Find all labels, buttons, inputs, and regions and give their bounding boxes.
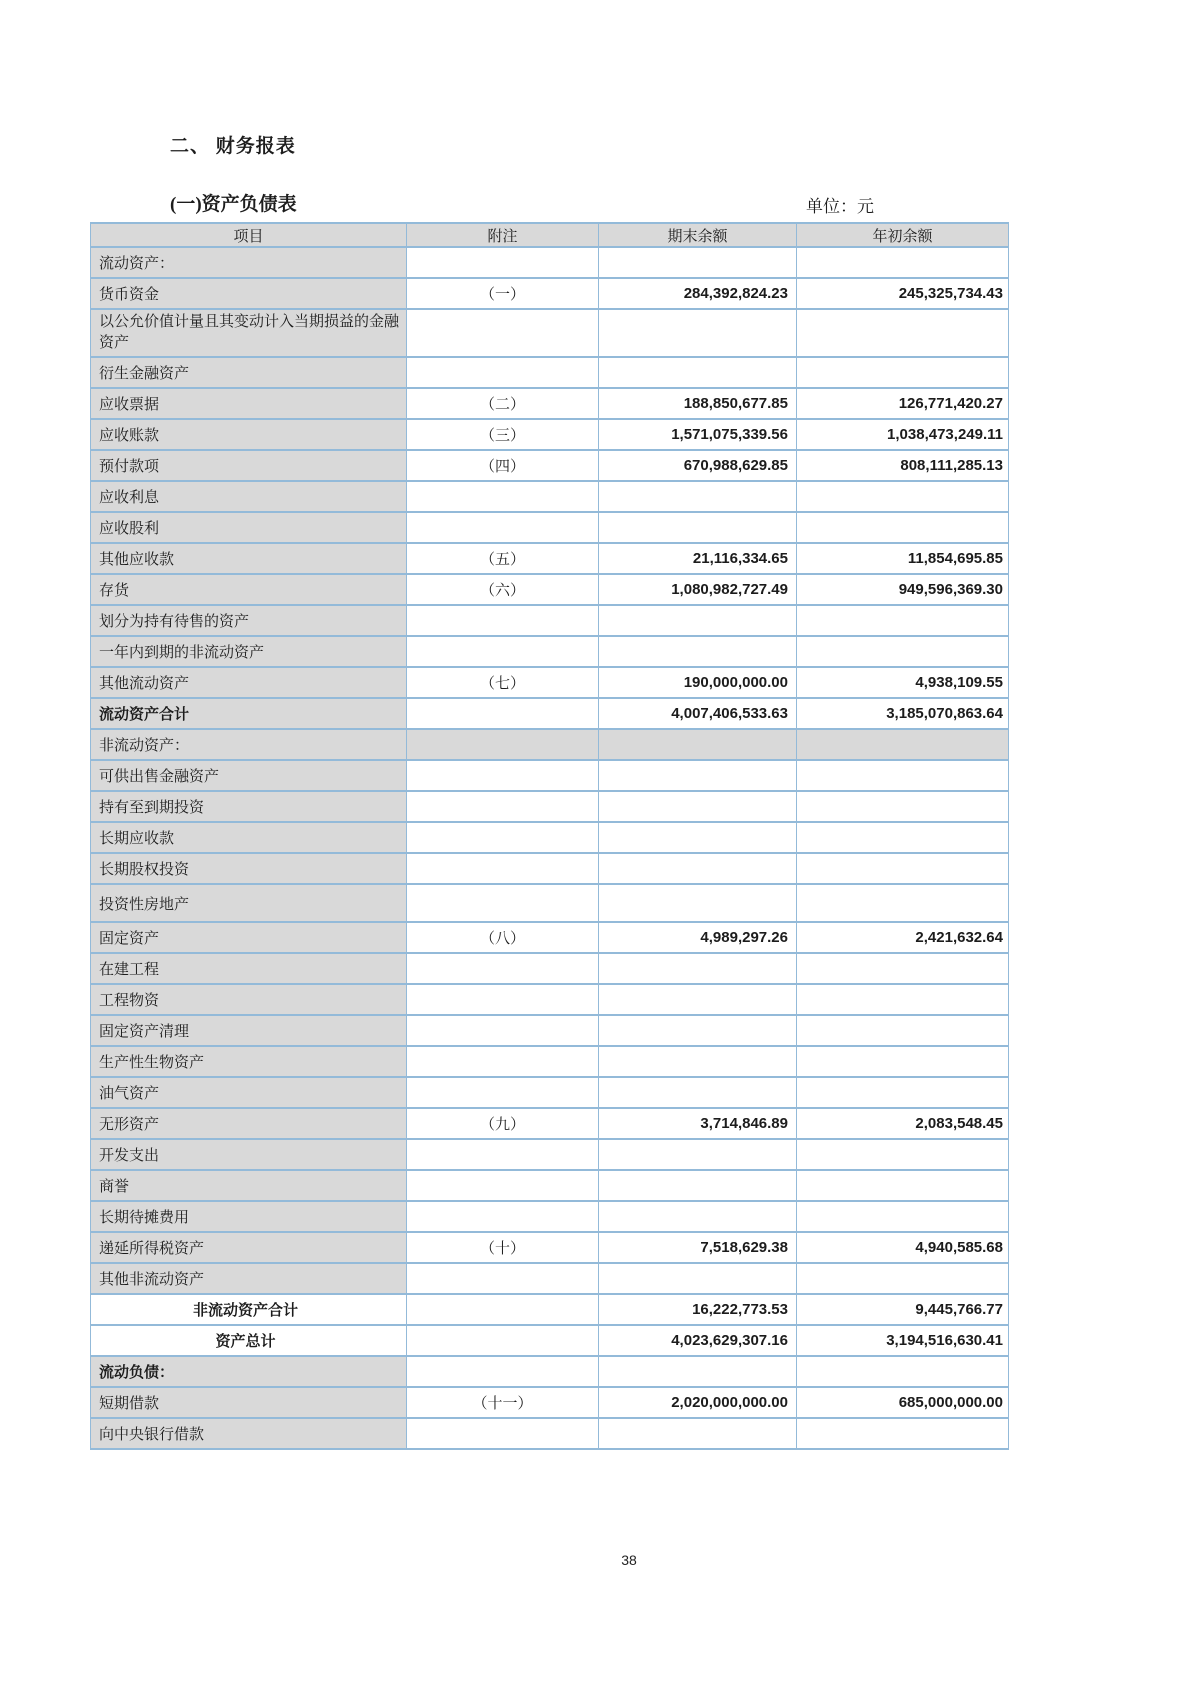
table-row: [91, 884, 1009, 922]
note-cell: [407, 1418, 599, 1449]
end-balance-cell: 188,850,677.85: [599, 388, 797, 419]
item-cell: 存货: [91, 574, 407, 605]
end-balance-cell: 2,020,000,000.00: [599, 1387, 797, 1418]
begin-balance-cell: [797, 1139, 1009, 1170]
note-cell: [407, 1139, 599, 1170]
item-cell: 流动资产合计: [91, 698, 407, 729]
item-cell: 衍生金融资产: [91, 357, 407, 388]
end-balance-cell: [599, 953, 797, 984]
note-cell: （三）: [407, 419, 599, 450]
table-row: [91, 636, 1009, 667]
end-balance-cell: [599, 791, 797, 822]
note-cell: （十一）: [407, 1387, 599, 1418]
note-cell: [407, 953, 599, 984]
end-balance-cell: [599, 1015, 797, 1046]
begin-balance-cell: [797, 1046, 1009, 1077]
end-balance-cell: [599, 1356, 797, 1387]
table-row: [91, 1356, 1009, 1387]
page-number: 38: [621, 1552, 637, 1568]
note-cell: （十）: [407, 1232, 599, 1263]
begin-balance-cell: 11,854,695.85: [797, 543, 1009, 574]
col-header-item: 项目: [91, 223, 407, 247]
end-balance-cell: 21,116,334.65: [599, 543, 797, 574]
end-balance-cell: 190,000,000.00: [599, 667, 797, 698]
begin-balance-cell: [797, 636, 1009, 667]
end-balance-cell: [599, 884, 797, 922]
table-row: [91, 953, 1009, 984]
table-row: [91, 1108, 1009, 1139]
end-balance-cell: [599, 853, 797, 884]
begin-balance-cell: 3,185,070,863.64: [797, 698, 1009, 729]
balance-sheet-table: [90, 222, 1009, 1450]
note-cell: （四）: [407, 450, 599, 481]
item-cell: 递延所得税资产: [91, 1232, 407, 1263]
item-cell: 应收票据: [91, 388, 407, 419]
end-balance-cell: 4,023,629,307.16: [599, 1325, 797, 1356]
note-cell: [407, 1077, 599, 1108]
table-row: [91, 1232, 1009, 1263]
begin-balance-cell: 1,038,473,249.11: [797, 419, 1009, 450]
item-cell: 开发支出: [91, 1139, 407, 1170]
note-cell: [407, 1325, 599, 1356]
end-balance-cell: [599, 357, 797, 388]
begin-balance-cell: [797, 853, 1009, 884]
end-balance-cell: [599, 729, 797, 760]
end-balance-cell: [599, 247, 797, 278]
end-balance-cell: [599, 1170, 797, 1201]
col-header-beginning-balance: 年初余额: [797, 223, 1009, 247]
table-row: [91, 791, 1009, 822]
end-balance-cell: [599, 1139, 797, 1170]
table-row: [91, 1077, 1009, 1108]
note-cell: （五）: [407, 543, 599, 574]
table-row: [91, 822, 1009, 853]
item-cell: 无形资产: [91, 1108, 407, 1139]
note-cell: [407, 729, 599, 760]
table-row: [91, 1418, 1009, 1449]
note-cell: [407, 636, 599, 667]
note-cell: [407, 822, 599, 853]
item-cell: 应收股利: [91, 512, 407, 543]
note-cell: （六）: [407, 574, 599, 605]
item-cell: 生产性生物资产: [91, 1046, 407, 1077]
end-balance-cell: [599, 822, 797, 853]
begin-balance-cell: [797, 1418, 1009, 1449]
item-cell: 一年内到期的非流动资产: [91, 636, 407, 667]
begin-balance-cell: [797, 1015, 1009, 1046]
begin-balance-cell: 2,421,632.64: [797, 922, 1009, 953]
begin-balance-cell: 4,940,585.68: [797, 1232, 1009, 1263]
item-cell: 划分为持有待售的资产: [91, 605, 407, 636]
begin-balance-cell: 685,000,000.00: [797, 1387, 1009, 1418]
col-header-note: 附注: [407, 223, 599, 247]
note-cell: [407, 984, 599, 1015]
table-row: [91, 922, 1009, 953]
table-row: [91, 1015, 1009, 1046]
begin-balance-cell: [797, 605, 1009, 636]
note-cell: （一）: [407, 278, 599, 309]
note-cell: [407, 1015, 599, 1046]
begin-balance-cell: [797, 357, 1009, 388]
item-cell: 持有至到期投资: [91, 791, 407, 822]
item-cell: 其他非流动资产: [91, 1263, 407, 1294]
table-row: [91, 667, 1009, 698]
item-cell: 其他流动资产: [91, 667, 407, 698]
end-balance-cell: 1,571,075,339.56: [599, 419, 797, 450]
begin-balance-cell: [797, 481, 1009, 512]
table-row: [91, 853, 1009, 884]
table-row: [91, 1387, 1009, 1418]
end-balance-cell: [599, 309, 797, 357]
table-row: [91, 1201, 1009, 1232]
table-row: [91, 512, 1009, 543]
end-balance-cell: [599, 512, 797, 543]
table-row: [91, 278, 1009, 309]
end-balance-cell: [599, 1263, 797, 1294]
table-row: [91, 309, 1009, 357]
table-row: [91, 729, 1009, 760]
item-cell: 非流动资产：: [91, 729, 407, 760]
item-cell: 流动资产：: [91, 247, 407, 278]
begin-balance-cell: [797, 984, 1009, 1015]
note-cell: [407, 853, 599, 884]
end-balance-cell: 16,222,773.53: [599, 1294, 797, 1325]
begin-balance-cell: 2,083,548.45: [797, 1108, 1009, 1139]
item-cell: 在建工程: [91, 953, 407, 984]
item-cell: 固定资产清理: [91, 1015, 407, 1046]
end-balance-cell: 4,989,297.26: [599, 922, 797, 953]
item-cell: 投资性房地产: [91, 884, 407, 922]
table-row: [91, 574, 1009, 605]
note-cell: [407, 1294, 599, 1325]
item-cell: 短期借款: [91, 1387, 407, 1418]
note-cell: （二）: [407, 388, 599, 419]
note-cell: [407, 512, 599, 543]
end-balance-cell: [599, 636, 797, 667]
table-row: [91, 450, 1009, 481]
end-balance-cell: [599, 984, 797, 1015]
note-cell: [407, 1046, 599, 1077]
end-balance-cell: 7,518,629.38: [599, 1232, 797, 1263]
item-cell: 资产总计: [91, 1325, 407, 1356]
begin-balance-cell: [797, 247, 1009, 278]
table-row: [91, 698, 1009, 729]
table-row: [91, 984, 1009, 1015]
item-cell: 以公允价值计量且其变动计入当期损益的金融资产: [91, 309, 407, 357]
item-cell: 长期待摊费用: [91, 1201, 407, 1232]
item-cell: 工程物资: [91, 984, 407, 1015]
begin-balance-cell: [797, 309, 1009, 357]
begin-balance-cell: 245,325,734.43: [797, 278, 1009, 309]
note-cell: [407, 884, 599, 922]
note-cell: （七）: [407, 667, 599, 698]
table-row: [91, 247, 1009, 278]
end-balance-cell: 3,714,846.89: [599, 1108, 797, 1139]
note-cell: [407, 481, 599, 512]
begin-balance-cell: [797, 1077, 1009, 1108]
begin-balance-cell: [797, 1201, 1009, 1232]
note-cell: [407, 605, 599, 636]
section-title: 二、 财务报表: [170, 136, 296, 157]
item-cell: 非流动资产合计: [91, 1294, 407, 1325]
begin-balance-cell: 126,771,420.27: [797, 388, 1009, 419]
begin-balance-cell: [797, 953, 1009, 984]
table-row: [91, 1263, 1009, 1294]
note-cell: [407, 1170, 599, 1201]
begin-balance-cell: [797, 884, 1009, 922]
table-row: [91, 419, 1009, 450]
table-row: [91, 543, 1009, 574]
item-cell: 向中央银行借款: [91, 1418, 407, 1449]
end-balance-cell: 284,392,824.23: [599, 278, 797, 309]
item-cell: 应收账款: [91, 419, 407, 450]
item-cell: 可供出售金融资产: [91, 760, 407, 791]
note-cell: [407, 760, 599, 791]
table-row: [91, 357, 1009, 388]
table-row: [91, 1294, 1009, 1325]
begin-balance-cell: 808,111,285.13: [797, 450, 1009, 481]
table-row: [91, 1046, 1009, 1077]
end-balance-cell: [599, 605, 797, 636]
note-cell: [407, 309, 599, 357]
end-balance-cell: [599, 1046, 797, 1077]
note-cell: [407, 357, 599, 388]
end-balance-cell: [599, 760, 797, 791]
item-cell: 货币资金: [91, 278, 407, 309]
end-balance-cell: 4,007,406,533.63: [599, 698, 797, 729]
item-cell: 预付款项: [91, 450, 407, 481]
begin-balance-cell: [797, 729, 1009, 760]
begin-balance-cell: [797, 791, 1009, 822]
begin-balance-cell: 4,938,109.55: [797, 667, 1009, 698]
item-cell: 长期股权投资: [91, 853, 407, 884]
note-cell: （九）: [407, 1108, 599, 1139]
end-balance-cell: 1,080,982,727.49: [599, 574, 797, 605]
begin-balance-cell: 9,445,766.77: [797, 1294, 1009, 1325]
table-row: [91, 760, 1009, 791]
item-cell: 应收利息: [91, 481, 407, 512]
note-cell: [407, 1356, 599, 1387]
begin-balance-cell: [797, 1356, 1009, 1387]
table-row: [91, 481, 1009, 512]
note-cell: [407, 1263, 599, 1294]
end-balance-cell: [599, 1077, 797, 1108]
note-cell: [407, 791, 599, 822]
table-row: [91, 1170, 1009, 1201]
item-cell: 油气资产: [91, 1077, 407, 1108]
end-balance-cell: [599, 1418, 797, 1449]
table-row: [91, 1325, 1009, 1356]
begin-balance-cell: [797, 512, 1009, 543]
item-cell: 其他应收款: [91, 543, 407, 574]
col-header-ending-balance: 期末余额: [599, 223, 797, 247]
end-balance-cell: [599, 1201, 797, 1232]
note-cell: [407, 698, 599, 729]
table-row: [91, 388, 1009, 419]
item-cell: 长期应收款: [91, 822, 407, 853]
begin-balance-cell: [797, 1263, 1009, 1294]
table-body: [91, 247, 1009, 1449]
item-cell: 流动负债：: [91, 1356, 407, 1387]
table-row: [91, 605, 1009, 636]
item-cell: 固定资产: [91, 922, 407, 953]
end-balance-cell: [599, 481, 797, 512]
table-row: [91, 1139, 1009, 1170]
item-cell: 商誉: [91, 1170, 407, 1201]
begin-balance-cell: [797, 822, 1009, 853]
begin-balance-cell: [797, 1170, 1009, 1201]
subsection-title: (一)资产负债表: [170, 194, 297, 215]
begin-balance-cell: [797, 760, 1009, 791]
note-cell: [407, 1201, 599, 1232]
begin-balance-cell: 3,194,516,630.41: [797, 1325, 1009, 1356]
note-cell: [407, 247, 599, 278]
begin-balance-cell: 949,596,369.30: [797, 574, 1009, 605]
table-header-row: [91, 223, 1009, 247]
end-balance-cell: 670,988,629.85: [599, 450, 797, 481]
unit-label: 单位：元: [806, 197, 874, 216]
note-cell: （八）: [407, 922, 599, 953]
